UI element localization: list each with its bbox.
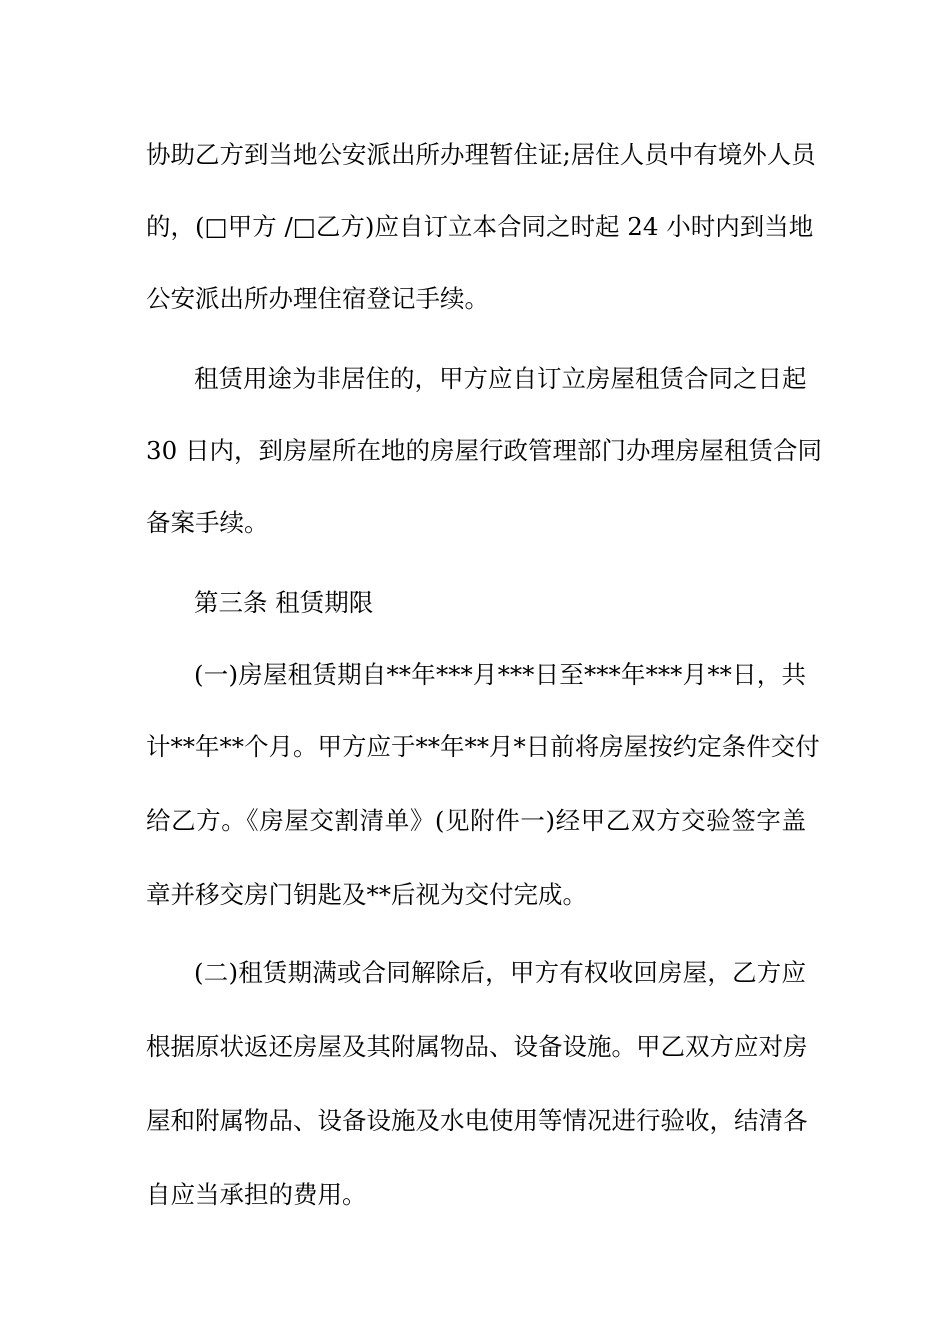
paragraph-line: 根据原状返还房屋及其附属物品、设备设施。甲乙双方应对房	[146, 1032, 808, 1061]
paragraph-line: (一)房屋租赁期自**年***月***日至***年***月**日，共	[194, 660, 806, 689]
paragraph-line: (二)租赁期满或合同解除后，甲方有权收回房屋，乙方应	[194, 958, 806, 987]
paragraph-line: 给乙方。《房屋交割清单》(见附件一)经甲乙双方交验签字盖	[146, 806, 806, 835]
paragraph-line: 计**年**个月。甲方应于**年**月*日前将房屋按约定条件交付	[146, 732, 820, 761]
paragraph-line: 公安派出所办理住宿登记手续。	[146, 284, 489, 313]
paragraph-line: 的，(□甲方 /□乙方)应自订立本合同之时起 24 小时内到当地	[146, 212, 814, 241]
section-heading: 第三条 租赁期限	[194, 588, 374, 617]
paragraph-line: 30 日内，到房屋所在地的房屋行政管理部门办理房屋租赁合同	[146, 436, 822, 465]
paragraph-line: 屋和附属物品、设备设施及水电使用等情况进行验收，结清各	[146, 1106, 808, 1135]
paragraph-line: 协助乙方到当地公安派出所办理暂住证;居住人员中有境外人员	[146, 140, 816, 169]
paragraph-line: 自应当承担的费用。	[146, 1180, 367, 1209]
paragraph-line: 备案手续。	[146, 508, 269, 537]
paragraph-line: 租赁用途为非居住的，甲方应自订立房屋租赁合同之日起	[194, 364, 807, 393]
paragraph-line: 章并移交房门钥匙及**后视为交付完成。	[146, 880, 587, 909]
